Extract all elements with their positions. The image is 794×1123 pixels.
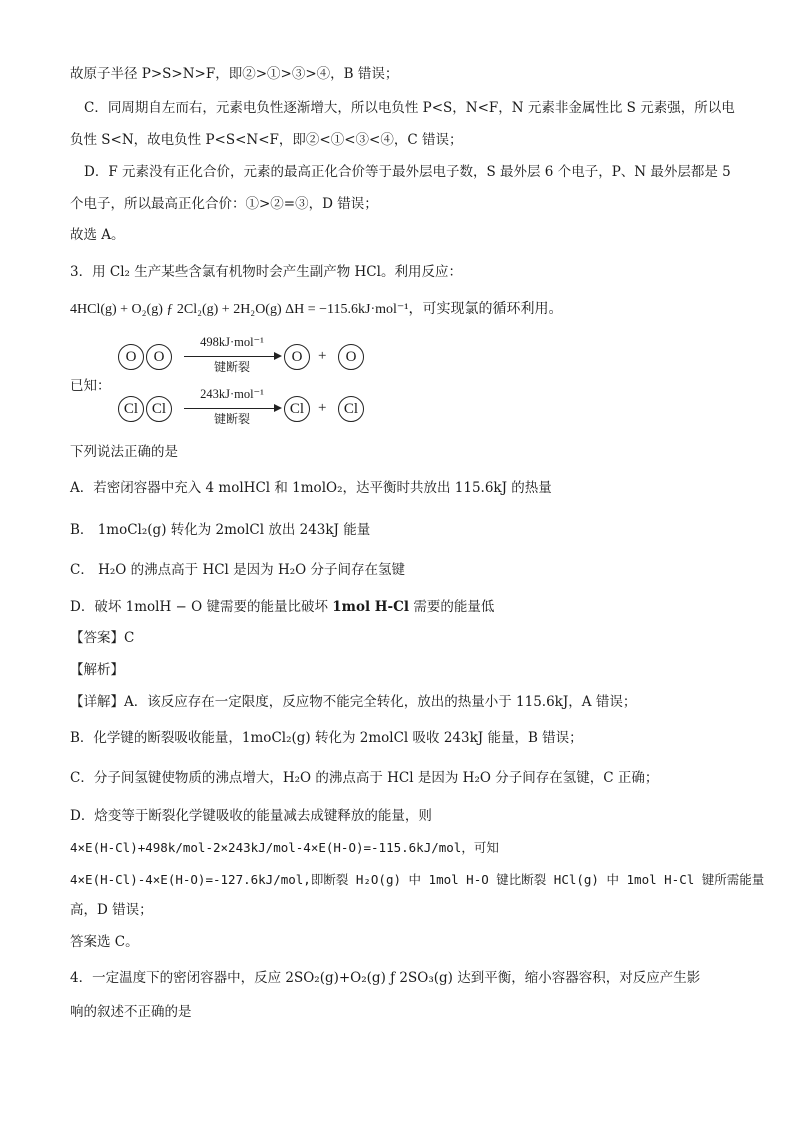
detail-a: 【详解】A．该反应存在一定限度，反应物不能完全转化，放出的热量小于 115.6kJ，A 错误； <box>70 694 637 710</box>
known-label: 已知： <box>70 378 111 394</box>
plus-sign: + <box>318 400 327 416</box>
chlorine-atom: Cl <box>118 396 144 422</box>
calculation-line: 4×E(H-Cl)+498k/mol-2×243kJ/mol-4×E(H-O)=-115.6kJ/mol，可知 <box>70 840 499 855</box>
arrow-line <box>184 356 278 357</box>
reaction-equation: 4HCl(g) + O₂(g) ƒ 2Cl₂(g) + 2H₂O(g) ΔH = −115.6kJ·mol⁻¹，可实现氯的循环利用。 <box>70 302 563 317</box>
question-4-stem: 响的叙述不正确的是 <box>70 1004 192 1020</box>
question-3-stem: 3．用 Cl₂ 生产某些含氯有机物时会产生副产物 HCl。利用反应： <box>70 264 462 280</box>
calculation-line: 高，D 错误； <box>70 902 153 918</box>
option-a: A．若密闭容器中充入 4 molHCl 和 1molO₂，达平衡时共放出 115.6kJ 的热量 <box>70 480 552 496</box>
option-d <box>70 597 734 617</box>
oxygen-atom: O <box>284 344 310 370</box>
calculation-line: 4×E(H-Cl)-4×E(H-O)=-127.6kJ/mol,即断裂 H₂O(g) 中 1mol H-O 键比断裂 HCl(g) 中 1mol H-Cl 键所需能量 <box>70 872 765 887</box>
text-line: 个电子，所以最高正化合价：①>②=③，D 错误； <box>70 196 378 212</box>
text-line: D．F 元素没有正化合价，元素的最高正化合价等于最外层电子数，S 最外层 6 个电子，P、N 最外层都是 5 <box>84 164 731 180</box>
oxygen-atom: O <box>118 344 144 370</box>
plus-sign: + <box>318 348 327 364</box>
text-line: 故选 A。 <box>70 227 125 243</box>
detail-b: B．化学键的断裂吸收能量，1moCl₂(g) 转化为 2molCl 吸收 243kJ 能量，B 错误； <box>70 730 583 746</box>
chlorine-bond-diagram <box>112 387 372 426</box>
option-b: B． 1moCl₂(g) 转化为 2molCl 放出 243kJ 能量 <box>70 522 371 538</box>
chlorine-atom: Cl <box>338 396 364 422</box>
question-3-prompt: 下列说法正确的是 <box>70 444 178 460</box>
text-line: 故原子半径 P>S>N>F，即②>①>③>④，B 错误； <box>70 66 399 82</box>
text-line: 负性 S<N，故电负性 P<S<N<F，即②<①<③<④，C 错误； <box>70 132 463 148</box>
analysis-label: 【解析】 <box>70 662 124 678</box>
oxygen-atom: O <box>338 344 364 370</box>
arrow-line <box>184 408 278 409</box>
bond-break-label: 键断裂 <box>213 412 250 426</box>
text-line: C．同周期自左而右，元素电负性逐渐增大，所以电负性 P<S，N<F，N 元素非金属性比 S 元素强，所以电 <box>84 100 735 116</box>
bond-break-label: 键断裂 <box>213 360 250 374</box>
final-answer: 答案选 C。 <box>70 934 139 950</box>
oxygen-bond-diagram <box>112 335 372 374</box>
chlorine-atom: Cl <box>284 396 310 422</box>
option-c: C． H₂O 的沸点高于 HCl 是因为 H₂O 分子间存在氢键 <box>70 562 406 578</box>
option-d-text: D．破坏 1molH − O 键需要的能量比破坏 <box>70 599 333 615</box>
detail-d: D．焓变等于断裂化学键吸收的能量减去成键释放的能量，则 <box>70 808 432 824</box>
option-d-bond: 1mol H-Cl <box>332 599 410 615</box>
bond-energy-label: 498kJ·mol⁻¹ <box>200 335 264 349</box>
chlorine-atom: Cl <box>146 396 172 422</box>
bond-energy-label: 243kJ·mol⁻¹ <box>200 387 264 401</box>
option-d-text: 需要的能量低 <box>409 599 495 615</box>
oxygen-atom: O <box>146 344 172 370</box>
detail-c: C．分子间氢键使物质的沸点增大，H₂O 的沸点高于 HCl 是因为 H₂O 分子间存在氢键，C 正确； <box>70 770 659 786</box>
question-4-stem: 4．一定温度下的密闭容器中，反应 2SO₂(g)+O₂(g) ƒ 2SO₃(g) 达到平衡，缩小容器容积，对反应产生影 <box>70 970 701 986</box>
answer-label: 【答案】C <box>70 630 135 646</box>
